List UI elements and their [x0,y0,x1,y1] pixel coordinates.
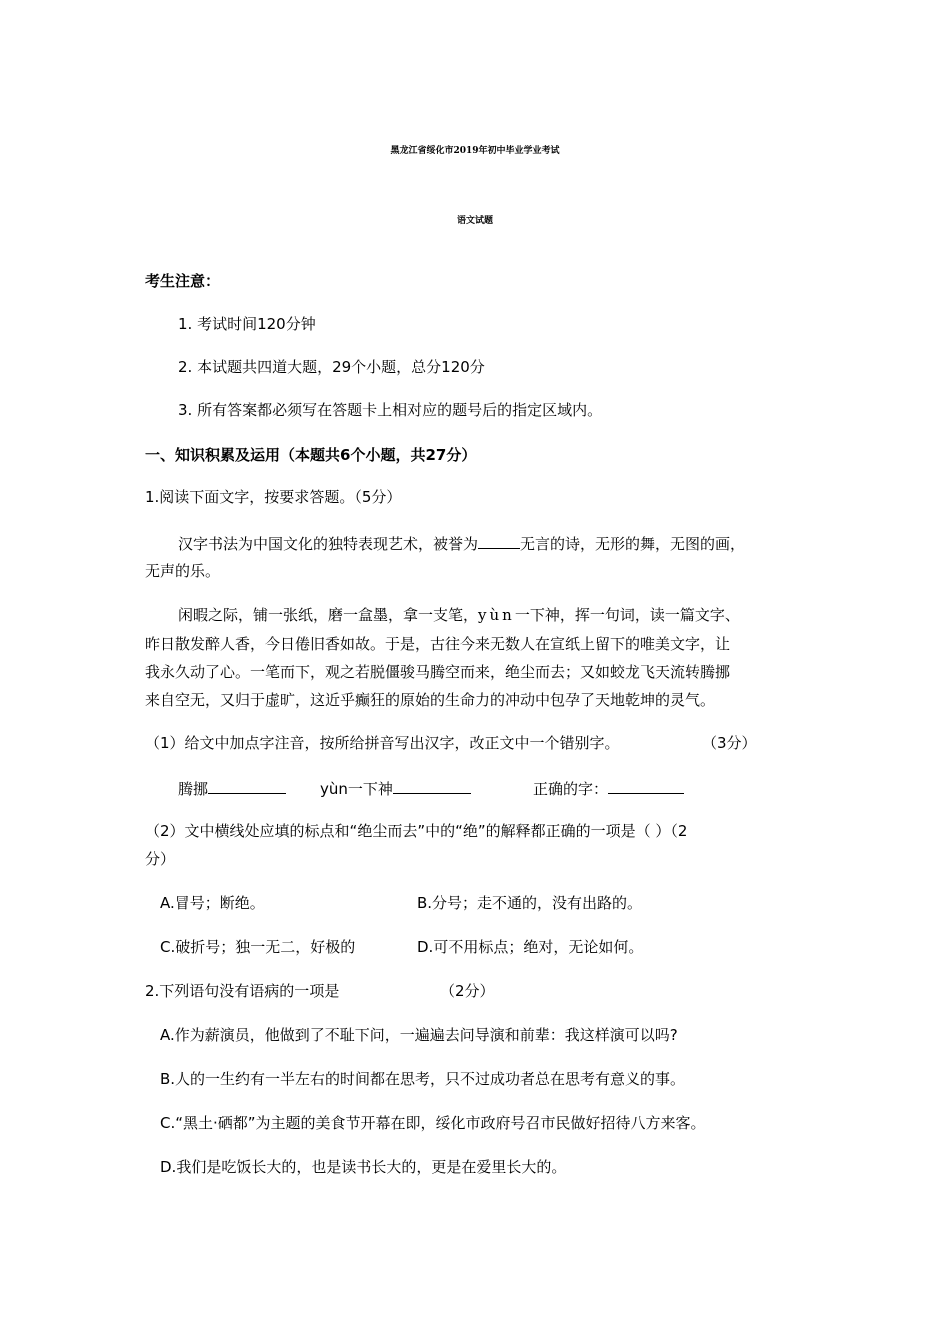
q1-sub1-fill-b [320,777,471,799]
q2-option-c: C.“黑土·硒都”为主题的美食节开幕在即，绥化市政府号召市民做好招待八方来客。 [160,1114,706,1132]
q1-passage-p2-line3: 我永久动了心。一笔而下，观之若脱僵骏马腾空而来，绝尘而去；又如蛟龙飞天流转腾挪 [145,663,731,681]
notice-item-2: 2. 本试题共四道大题，29个小题，总分120分 [178,358,485,376]
q1-p2-pinyin: yùn [478,606,515,624]
q1-passage-p2-line2: 昨日散发醉人香，今日倦旧香如故。于是，古往今来无数人在宣纸上留下的唯美文字，让 [145,635,731,653]
q1-p2-text-b: 一下神，挥一句词，读一篇文字、 [514,606,740,624]
q1-sub1-stem: （1）给文中加点字注音，按所给拼音写出汉字，改正文中一个错别字。 [145,734,620,752]
q1-sub1-fill-c [533,777,684,799]
q1-passage-p1-line2: 无声的乐。 [145,562,221,580]
notice-item-1: 1. 考试时间120分钟 [178,315,316,333]
section-1-heading: 一、知识积累及运用（本题共6个小题，共27分） [145,446,477,464]
q1-sub1-score: （3分） [702,734,757,752]
fill-a-label: 腾挪 [178,780,209,798]
exam-title: 黑龙江省绥化市2019年初中毕业学业考试 [390,146,560,156]
fill-a-blank[interactable] [208,777,286,794]
q1-p1-text-a: 汉字书法为中国文化的独特表现艺术，被誉为 [178,535,479,553]
q2-score: （2分） [440,982,495,1000]
q1-passage-p2-line1 [178,605,740,625]
q1-stem: 1.阅读下面文字，按要求答题。（5分） [145,488,402,506]
exam-subtitle: 语文试题 [456,216,493,226]
q1-sub2-option-d: D.可不用标点；绝对，无论如何。 [417,938,644,956]
q2-option-d: D.我们是吃饭长大的，也是读书长大的，更是在爱里长大的。 [160,1158,567,1176]
q2-option-a: A.作为薪演员，他做到了不耻下问，一遍遍去问导演和前辈：我这样演可以吗? [160,1026,678,1044]
notice-heading: 考生注意： [145,272,221,290]
q1-p1-blank [478,532,520,549]
notice-item-3: 3. 所有答案都必须写在答题卡上相对应的题号后的指定区域内。 [178,401,603,419]
q2-option-b: B.人的一生约有一半左右的时间都在思考，只不过成功者总在思考有意义的事。 [160,1070,686,1088]
q1-p2-text-a: 闲暇之际，铺一张纸，磨一盒墨，拿一支笔， [178,606,479,624]
fill-b-label: yùn一下神 [320,780,393,798]
fill-b-blank[interactable] [393,777,471,794]
q1-passage-p2-line4: 来自空无，又归于虚旷，这近乎癫狂的原始的生命力的冲动中包孕了天地乾坤的灵气。 [145,691,716,709]
fill-c-blank[interactable] [608,777,684,794]
fill-c-label: 正确的字： [533,780,609,798]
q1-sub2-option-c: C.破折号；独一无二，好极的 [160,938,356,956]
q1-sub2-option-b: B.分号；走不通的，没有出路的。 [417,894,643,912]
q1-passage-p1-line1 [178,532,745,554]
q1-p1-text-b: 无言的诗，无形的舞，无图的画， [520,535,746,553]
q1-sub1-fill-a [178,777,286,799]
q1-sub2-stem: （2）文中横线处应填的标点和“绝尘而去”中的“绝”的解释都正确的一项是（ ）（2 [145,822,688,840]
q1-sub2-stem-line2: 分） [145,850,176,868]
q1-sub2-option-a: A.冒号；断绝。 [160,894,265,912]
q2-stem: 2.下列语句没有语病的一项是 [145,982,340,1000]
